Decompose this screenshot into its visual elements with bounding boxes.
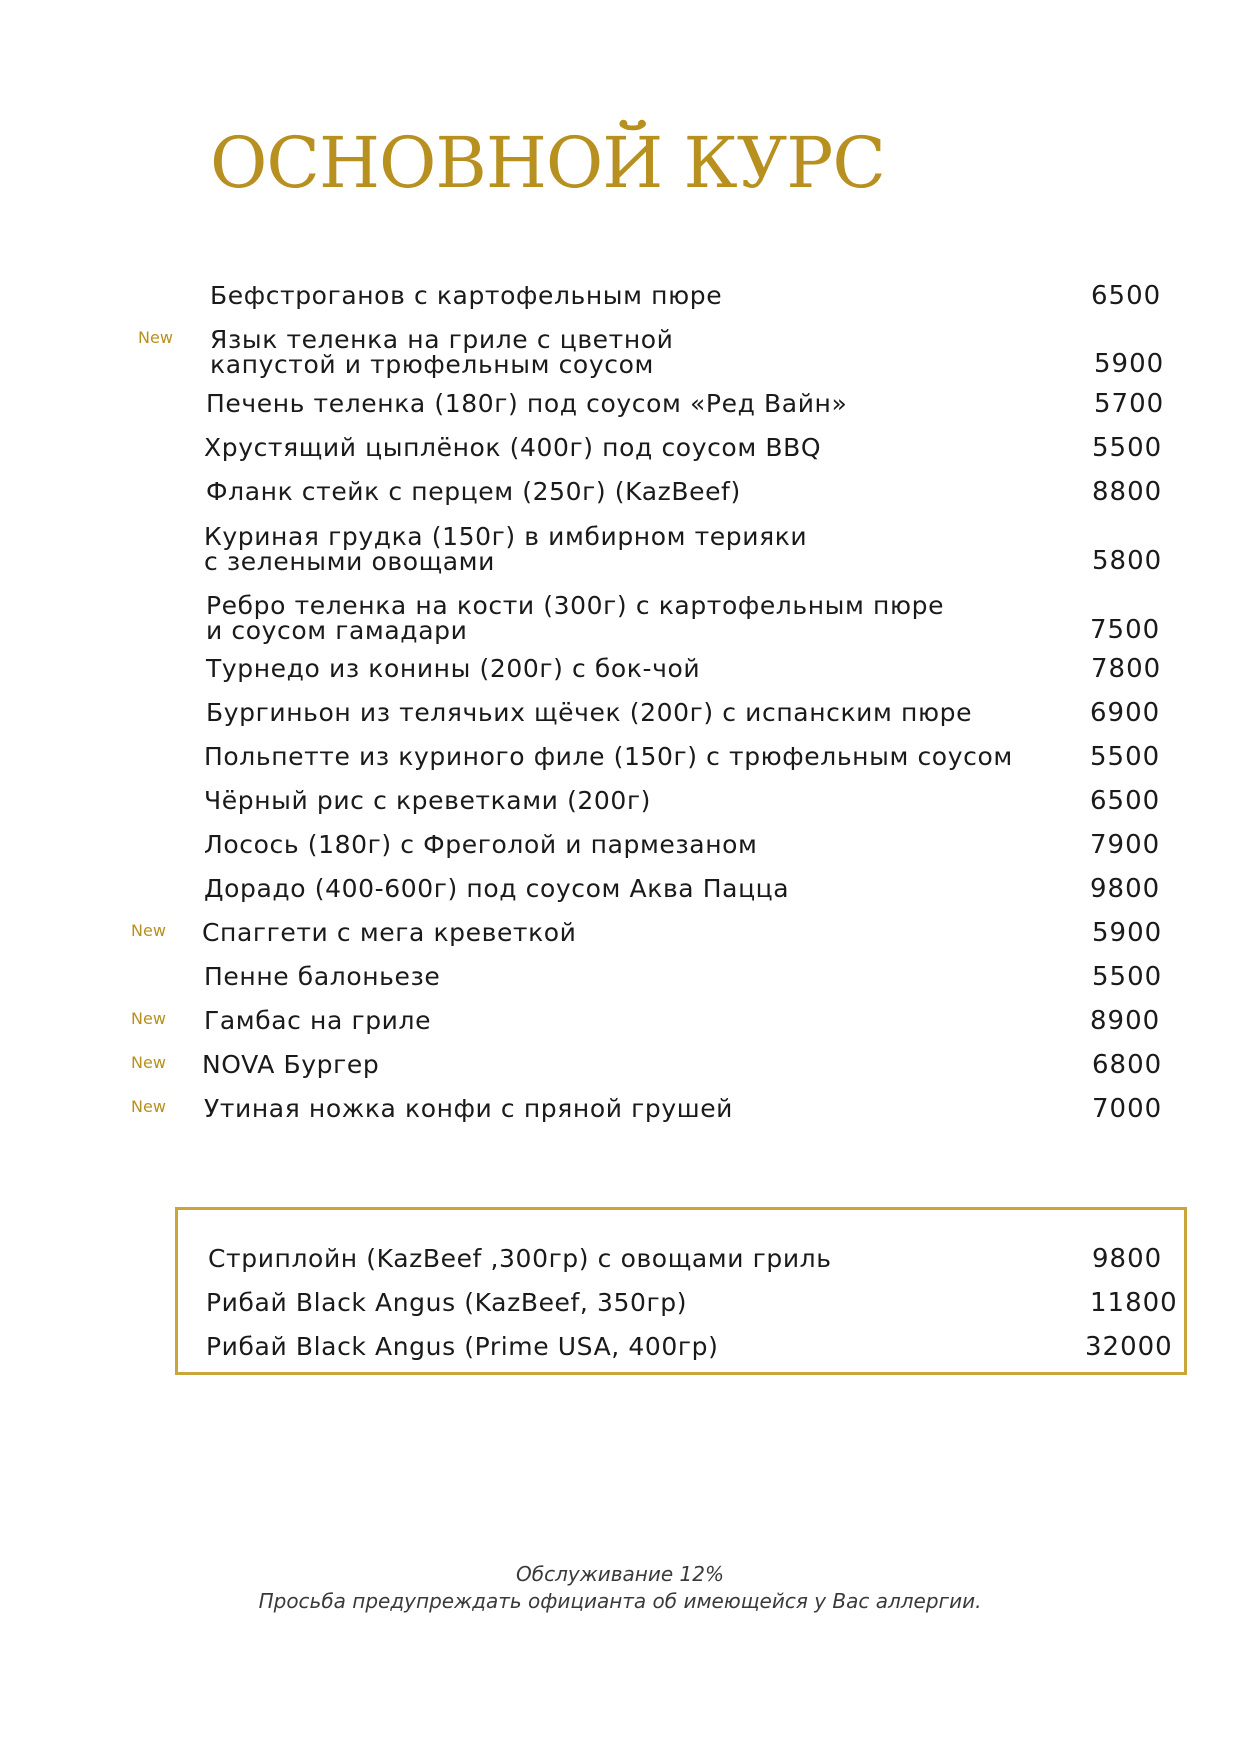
dish-price: 9800 — [1090, 874, 1161, 904]
dish-name — [202, 920, 577, 945]
dish-name-line: Спаггети с мега креветкой — [202, 918, 577, 947]
dish-price: 11800 — [1090, 1288, 1178, 1318]
dish-name — [204, 744, 1013, 769]
dish-price: 5900 — [1092, 918, 1163, 948]
dish-price: 5500 — [1092, 962, 1163, 992]
dish-name — [204, 524, 807, 574]
dish-name-line: Куриная грудка (150г) в имбирном терияки — [204, 522, 808, 551]
dish-name-line: Дорадо (400-600г) под соусом Аква Пацца — [204, 874, 790, 903]
dish-name-line: Бефстроганов с картофельным пюре — [210, 281, 723, 310]
dish-name-line: Бургиньон из телячьих щёчек (200г) с испанским пюре — [206, 698, 973, 727]
dish-price: 7900 — [1090, 830, 1161, 860]
dish-price: 6800 — [1092, 1050, 1163, 1080]
new-badge: New — [131, 921, 166, 940]
dish-name-line: NOVA Бургер — [202, 1050, 380, 1079]
dish-name-line: Фланк стейк с перцем (250г) (KazBeef) — [206, 477, 741, 506]
dish-name-line: Хрустящий цыплёнок (400г) под соусом BBQ — [204, 433, 822, 462]
dish-price: 8800 — [1092, 477, 1163, 507]
new-badge: New — [131, 1009, 166, 1028]
dish-name-line: Пенне балоньезе — [204, 962, 441, 991]
dish-price: 32000 — [1085, 1332, 1173, 1362]
service-charge-note: Обслуживание 12% — [516, 1562, 724, 1586]
dish-name — [208, 1246, 832, 1271]
dish-name — [204, 876, 789, 901]
dish-price: 8900 — [1090, 1006, 1161, 1036]
new-badge: New — [131, 1053, 166, 1072]
dish-price: 6900 — [1090, 698, 1161, 728]
dish-price: 5500 — [1090, 742, 1161, 772]
dish-name — [204, 832, 758, 857]
dish-price: 9800 — [1092, 1244, 1163, 1274]
dish-price: 7000 — [1092, 1094, 1163, 1124]
dish-name-line: Польпетте из куриного филе (150г) с трюфельным соусом — [204, 742, 1013, 771]
dish-name-line: Гамбас на гриле — [204, 1006, 432, 1035]
dish-name — [204, 435, 821, 460]
dish-name — [204, 964, 440, 989]
dish-name-line: Рибай Black Angus (KazBeef, 350гр) — [206, 1288, 688, 1317]
dish-name-line: Рибай Black Angus (Prime USA, 400гр) — [206, 1332, 719, 1361]
page-title: ОСНОВНОЙ КУРС — [210, 122, 885, 204]
dish-name — [206, 479, 741, 504]
dish-name — [210, 327, 674, 377]
dish-name — [204, 1096, 733, 1121]
new-badge: New — [131, 1097, 166, 1116]
dish-price: 5800 — [1092, 546, 1163, 576]
dish-name-line: Турнедо из конины (200г) с бок-чой — [206, 654, 701, 683]
dish-name — [206, 1334, 718, 1359]
allergy-note: Просьба предупреждать официанта об имеющейся у Вас аллергии. — [258, 1589, 982, 1613]
dish-name-line: Ребро теленка на кости (300г) с картофельным пюре — [206, 591, 945, 620]
dish-name — [206, 391, 847, 416]
dish-name-line: Язык теленка на гриле с цветной — [210, 325, 674, 354]
dish-name — [202, 1052, 379, 1077]
dish-price: 7500 — [1090, 615, 1161, 645]
dish-name-line: Утиная ножка конфи с пряной грушей — [204, 1094, 734, 1123]
dish-name-line: Лосось (180г) с Фреголой и пармезаном — [204, 830, 758, 859]
dish-name — [210, 283, 722, 308]
dish-price: 5500 — [1092, 433, 1163, 463]
dish-name-line: с зелеными овощами — [204, 547, 495, 576]
new-badge: New — [138, 328, 173, 347]
dish-name-line: Стриплойн (KazBeef ,300гр) с овощами гриль — [208, 1244, 832, 1273]
dish-price: 6500 — [1090, 786, 1161, 816]
dish-price: 5900 — [1094, 349, 1165, 379]
dish-name — [206, 1290, 687, 1315]
dish-name-line: и соусом гамадари — [206, 616, 468, 645]
dish-name — [204, 788, 651, 813]
dish-name-line: Чёрный рис с креветками (200г) — [204, 786, 652, 815]
dish-name — [206, 656, 700, 681]
dish-price: 5700 — [1094, 389, 1165, 419]
dish-price: 6500 — [1091, 281, 1162, 311]
dish-name — [206, 593, 944, 643]
dish-name — [204, 1008, 431, 1033]
dish-name-line: Печень теленка (180г) под соусом «Ред Вайн» — [206, 389, 848, 418]
dish-name-line: капустой и трюфельным соусом — [210, 350, 654, 379]
dish-name — [206, 700, 972, 725]
dish-price: 7800 — [1091, 654, 1162, 684]
